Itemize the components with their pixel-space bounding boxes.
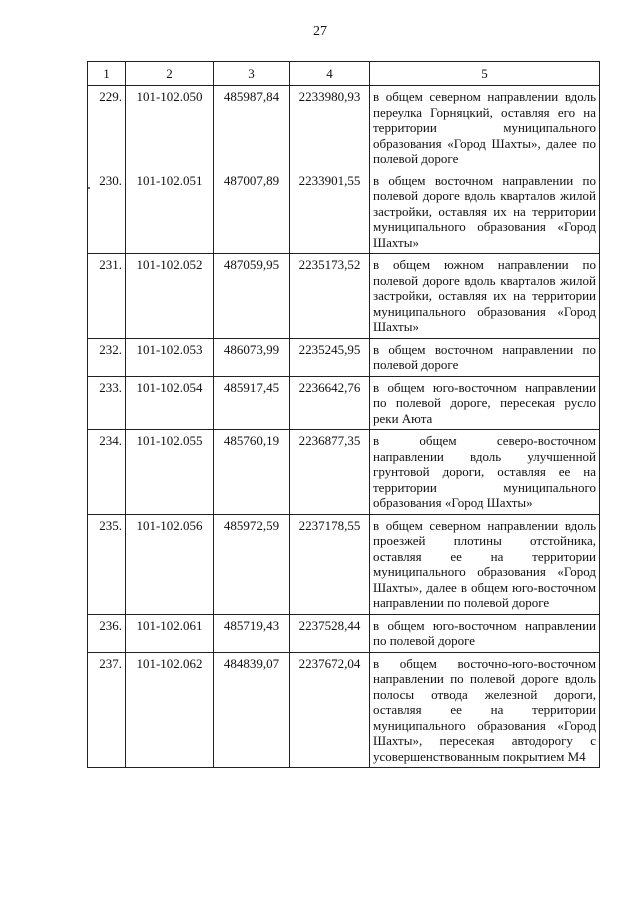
point-code: 101-102.056 (126, 514, 214, 614)
header-col-4: 4 (290, 62, 370, 86)
table-header-row (88, 62, 600, 86)
page-number: 27 (313, 24, 327, 39)
row-number: 231. (88, 254, 126, 339)
table-row (88, 430, 600, 515)
row-number: 232. (88, 338, 126, 376)
coord-x: 485972,59 (214, 514, 290, 614)
coord-y: 2237672,04 (290, 652, 370, 768)
coord-y: 2237528,44 (290, 614, 370, 652)
coord-x: 487007,89 (214, 170, 290, 254)
row-number: 236. (88, 614, 126, 652)
coord-y: 2233901,55 (290, 170, 370, 254)
point-code: 101-102.053 (126, 338, 214, 376)
point-code: 101-102.050 (126, 86, 214, 170)
row-number: 237. (88, 652, 126, 768)
coord-y: 2235245,95 (290, 338, 370, 376)
header-col-1: 1 (88, 62, 126, 86)
coord-x: 485917,45 (214, 376, 290, 430)
segment-description: в общем южном направлении по полевой дороге вдоль кварталов жилой застройки, оставляя их на территории муниципального образования «Город Шахты» (370, 254, 600, 339)
table-row (88, 338, 600, 376)
segment-description: в общем северном направлении вдоль переулка Горняцкий, оставляя его на территории муниципального образования «Город Шахты», далее по полевой дороге (370, 86, 600, 170)
segment-description: в общем юго-восточном направлении по полевой дороге (370, 614, 600, 652)
point-code: 101-102.061 (126, 614, 214, 652)
coord-x: 486073,99 (214, 338, 290, 376)
row-number: 233. (88, 376, 126, 430)
table-row (88, 376, 600, 430)
header-col-3: 3 (214, 62, 290, 86)
coord-x: 484839,07 (214, 652, 290, 768)
segment-description: в общем восточно-юго-восточном направлении по полевой дороге вдоль полосы отвода железной дороги, оставляя ее на территории муниципального образования «Город Шахты», пересекая автодорогу с усовершенствованным покрытием М4 (370, 652, 600, 768)
point-code: 101-102.054 (126, 376, 214, 430)
header-col-5: 5 (370, 62, 600, 86)
row-number: 235. (88, 514, 126, 614)
coord-y: 2236877,35 (290, 430, 370, 515)
segment-description: в общем восточном направлении по полевой дороге (370, 338, 600, 376)
boundary-points-table (87, 61, 600, 768)
row-number: 229. (88, 86, 126, 170)
point-code: 101-102.062 (126, 652, 214, 768)
segment-description: в общем северном направлении вдоль проезжей плотины отстойника, оставляя ее на территории муниципального образования «Город Шахты», далее в общем юго-восточном направлении по полевой дороге (370, 514, 600, 614)
coord-x: 487059,95 (214, 254, 290, 339)
coord-y: 2237178,55 (290, 514, 370, 614)
segment-description: в общем восточном направлении по полевой дороге вдоль кварталов жилой застройки, оставляя их на территории муниципального образования «Город Шахты» (370, 170, 600, 254)
row-number: 234. (88, 430, 126, 515)
point-code: 101-102.055 (126, 430, 214, 515)
table-row (88, 514, 600, 614)
coord-y: 2235173,52 (290, 254, 370, 339)
row-number: 230. (88, 170, 126, 254)
header-col-2: 2 (126, 62, 214, 86)
coord-y: 2233980,93 (290, 86, 370, 170)
coord-x: 485760,19 (214, 430, 290, 515)
point-code: 101-102.051 (126, 170, 214, 254)
table-row (88, 614, 600, 652)
coord-y: 2236642,76 (290, 376, 370, 430)
coord-x: 485719,43 (214, 614, 290, 652)
table-row (88, 652, 600, 768)
table-row (88, 254, 600, 339)
segment-description: в общем юго-восточном направлении по полевой дороге, пересекая русло реки Аюта (370, 376, 600, 430)
table-row (88, 86, 600, 170)
coord-x: 485987,84 (214, 86, 290, 170)
table-row (88, 170, 600, 254)
point-code: 101-102.052 (126, 254, 214, 339)
segment-description: в общем северо-восточном направлении вдоль улучшенной грунтовой дороги, оставляя ее на территории муниципального образования «Город Шахты» (370, 430, 600, 515)
